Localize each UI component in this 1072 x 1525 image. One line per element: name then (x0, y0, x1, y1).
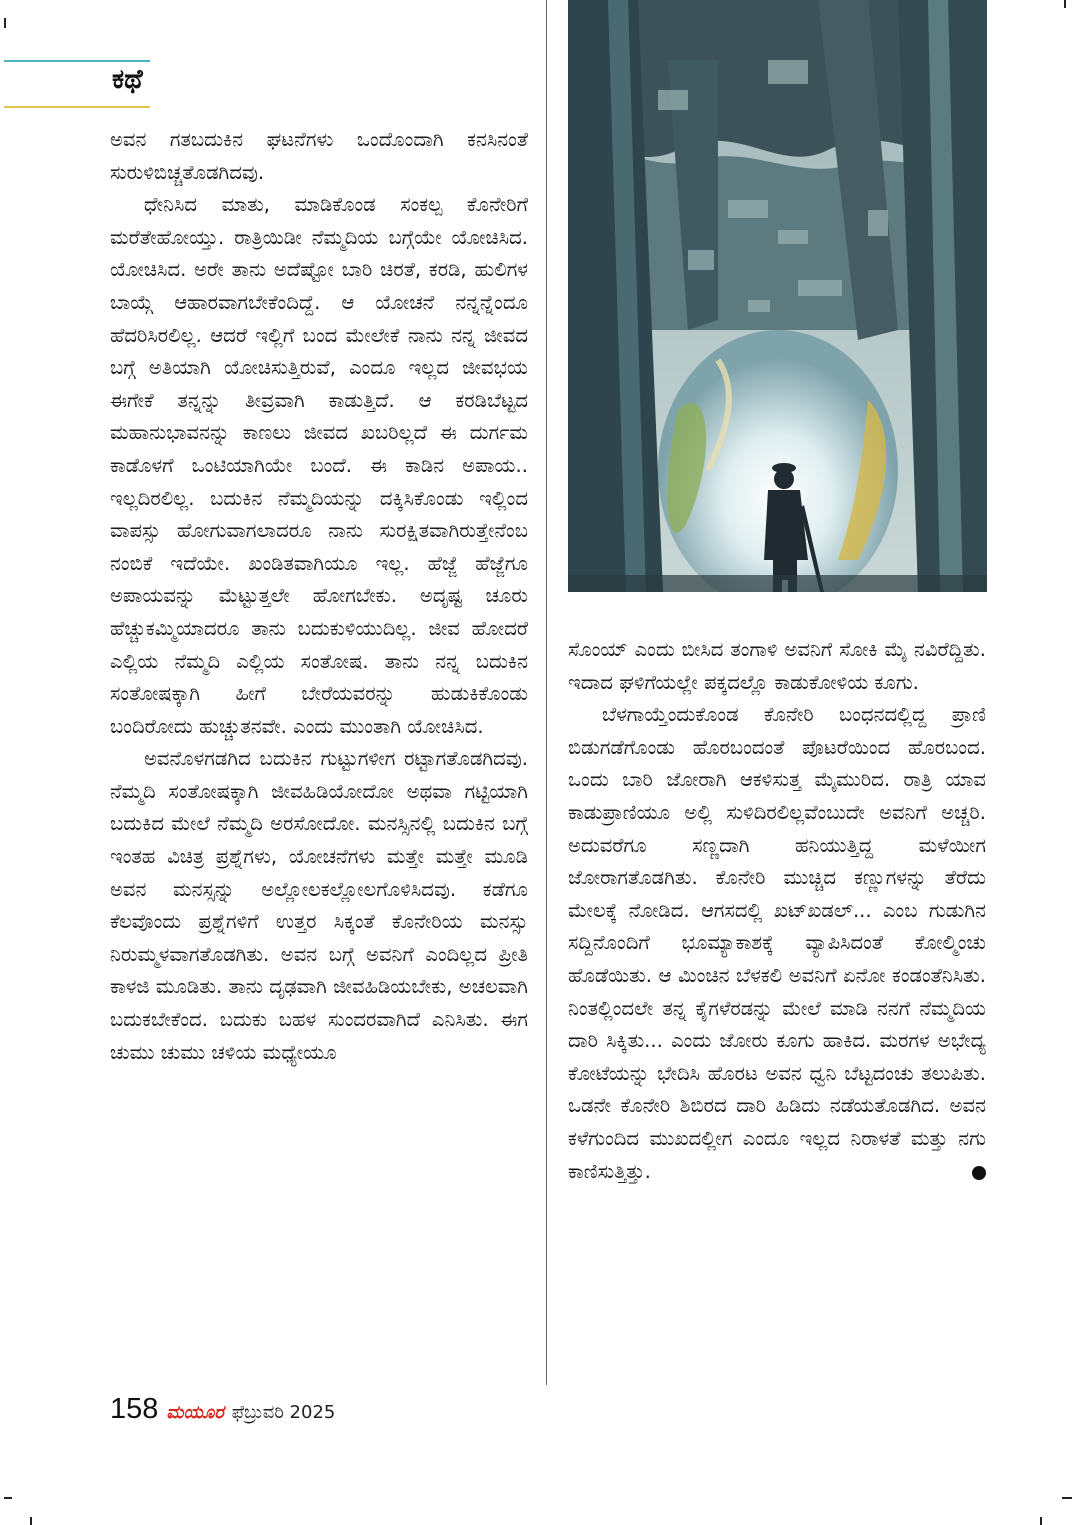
paragraph: ಅವನ ಗತಬದುಕಿನ ಘಟನೆಗಳು ಒಂದೊಂದಾಗಿ ಕನಸಿನಂತೆ ಸುರುಳಿಬಿಚ್ಚತೊಡಗಿದವು. (110, 128, 528, 184)
column-divider (546, 0, 547, 1385)
section-label: ಕಥೆ (112, 64, 143, 95)
crop-mark (1062, 1497, 1072, 1499)
left-text-column (110, 124, 528, 1389)
forest-hiker-illustration (568, 0, 987, 592)
crop-mark (4, 1497, 12, 1499)
crop-mark (1040, 1517, 1042, 1525)
crop-mark (4, 18, 6, 28)
crop-mark (30, 1517, 32, 1525)
section-rule-top (4, 60, 150, 62)
magazine-logo: ಮಯೂರ (166, 1402, 224, 1423)
right-text-column (568, 634, 986, 1379)
paragraph: ಸೊಂಯ್ ಎಂದು ಬೀಸಿದ ತಂಗಾಳಿ ಅವನಿಗೆ ಸೋಕಿ ಮೈ ನವಿರೆದ್ದಿತು. ಇದಾದ ಘಳಿಗೆಯಲ್ಲೇ ಪಕ್ಕದಲ್ಲೊ ಕಾಡುಕೋಳಿಯ ಕೂಗು. (568, 638, 986, 694)
paragraph: ಧೇನಿಸಿದ ಮಾತು, ಮಾಡಿಕೊಂಡ ಸಂಕಲ್ಪ ಕೊನೇರಿಗೆ ಮರೆತೇಹೋಯ್ತು. ರಾತ್ರಿಯಿಡೀ ನೆಮ್ಮದಿಯ ಬಗ್ಗೆಯೇ ಯೋಚಿಸಿದ. ಯೋಚಿಸಿದ. ಅರೇ ತಾನು ಅದೆಷ್ಟೋ ಬಾರಿ ಚಿರತೆ, ಕರಡಿ, ಹುಲಿಗಳ ಬಾಯ್ಗೆ ಆಹಾರವಾಗಬೇಕೆಂದಿದ್ದೆ. ಆ ಯೋಚನೆ ನನ್ನನ್ನೆಂದೂ ಹೆದರಿಸಿರಲಿಲ್ಲ. ಆದರೆ ಇಲ್ಲಿಗೆ ಬಂದ ಮೇಲೇಕೆ ನಾನು ನನ್ನ ಜೀವದ ಬಗ್ಗೆ ಅತಿಯಾಗಿ ಯೋಚಿಸುತ್ತಿರುವೆ, ಎಂದೂ ಇಲ್ಲದ ಜೀವಭಯ ಈಗೇಕೆ ತನ್ನನ್ನು ತೀವ್ರವಾಗಿ ಕಾಡುತ್ತಿದೆ. ಆ ಕರಡಿಬೆಟ್ಟದ ಮಹಾನುಭಾವನನ್ನು ಕಾಣಲು ಜೀವದ ಖಬರಿಲ್ಲದೆ ಈ ದುರ್ಗಮ ಕಾಡೊಳಗೆ ಒಂಟಿಯಾಗಿಯೇ ಬಂದೆ. ಈ ಕಾಡಿನ ಅಪಾಯ.. ಇಲ್ಲದಿರಲಿಲ್ಲ. ಬದುಕಿನ ನೆಮ್ಮದಿಯನ್ನು ದಕ್ಕಿಸಿಕೊಂಡು ಇಲ್ಲಿಂದ ವಾಪಸ್ಸು ಹೋಗುವಾಗಲಾದರೂ ನಾನು ಸುರಕ್ಷಿತವಾಗಿರುತ್ತೇನೆಂಬ ನಂಬಿಕೆ ಇದೆಯೇ. ಖಂಡಿತವಾಗಿಯೂ ಇಲ್ಲ. ಹೆಜ್ಜೆ ಹೆಜ್ಜೆಗೂ ಅಪಾಯವನ್ನು ಮೆಟ್ಟುತ್ತಲೇ ಹೋಗಬೇಕು. ಅದೃಷ್ಟ ಚೂರು ಹೆಚ್ಚುಕಮ್ಮಿಯಾದರೂ ತಾನು ಬದುಕುಳಿಯುದಿಲ್ಲ. ಜೀವ ಹೋದರೆ ಎಲ್ಲಿಯ ನೆಮ್ಮದಿ ಎಲ್ಲಿಯ ಸಂತೋಷ. ತಾನು ನನ್ನ ಬದುಕಿನ ಸಂತೋಷಕ್ಕಾಗಿ ಹೀಗೆ ಬೇರೆಯವರನ್ನು ಹುಡುಕಿಕೊಂಡು ಬಂದಿರೋದು ಹುಚ್ಚುತನವೇ. ಎಂದು ಮುಂತಾಗಿ ಯೋಚಿಸಿದ. (110, 193, 528, 738)
crop-mark (1064, 0, 1066, 8)
paragraph: ಅವನೊಳಗಡಗಿದ ಬದುಕಿನ ಗುಟ್ಟುಗಳೀಗ ರಟ್ಟಾಗತೊಡಗಿದವು. ನೆಮ್ಮದಿ ಸಂತೋಷಕ್ಕಾಗಿ ಜೀವಹಿಡಿಯೋದೋ ಅಥವಾ ಗಟ್ಟಿಯಾಗಿ ಬದುಕಿದ ಮೇಲೆ ನೆಮ್ಮದಿ ಅರಸೋದೋ. ಮನಸ್ಸಿನಲ್ಲಿ ಬದುಕಿನ ಬಗ್ಗೆ ಇಂತಹ ವಿಚಿತ್ರ ಪ್ರಶ್ನೆಗಳು, ಯೋಚನೆಗಳು ಮತ್ತೇ ಮತ್ತೇ ಮೂಡಿ ಅವನ ಮನಸ್ಸನ್ನು ಅಲ್ಲೋಲಕಲ್ಲೋಲಗೊಳಿಸಿದವು. ಕಡೆಗೂ ಕೆಲವೊಂದು ಪ್ರಶ್ನೆಗಳಿಗೆ ಉತ್ತರ ಸಿಕ್ಕಂತೆ ಕೊನೇರಿಯ ಮನಸ್ಸು ನಿರುಮ್ಮಳವಾಗತೊಡಗಿತು. ಅವನ ಬಗ್ಗೆ ಅವನಿಗೆ ಎಂದಿಲ್ಲದ ಪ್ರೀತಿ ಕಾಳಜಿ ಮೂಡಿತು. ತಾನು ದೃಢವಾಗಿ ಜೀವಹಿಡಿಯಬೇಕು, ಅಚಲವಾಗಿ ಬದುಕಬೇಕೆಂದ. ಬದುಕು ಬಹಳ ಸುಂದರವಾಗಿದೆ ಎನಿಸಿತು. ಈಗ ಚುಮು ಚುಮು ಚಳಿಯ ಮಧ್ಯೇಯೂ (110, 747, 528, 1064)
page-footer (110, 1393, 335, 1433)
paragraph-text: ಬೆಳಗಾಯ್ತೆಂದುಕೊಂಡ ಕೊನೇರಿ ಬಂಧನದಲ್ಲಿದ್ದ ಪ್ರಾಣಿ ಬಿಡುಗಡೆಗೊಂಡು ಹೊರಬಂದಂತೆ ಪೊಟರೆಯಿಂದ ಹೊರಬಂದ. ಒಂದು ಬಾರಿ ಜೋರಾಗಿ ಆಕಳಿಸುತ್ತ ಮೈಮುರಿದ. ರಾತ್ರಿ ಯಾವ ಕಾಡುಪ್ರಾಣಿಯೂ ಅಲ್ಲಿ ಸುಳಿದಿರಲಿಲ್ಲವೆಂಬುದೇ ಅವನಿಗೆ ಅಚ್ಚರಿ. ಅದುವರೆಗೂ ಸಣ್ಣದಾಗಿ ಹನಿಯುತ್ತಿದ್ದ ಮಳೆಯೀಗ ಜೋರಾಗತೊಡಗಿತು. ಕೊನೇರಿ ಮುಚ್ಚಿದ ಕಣ್ಣುಗಳನ್ನು ತೆರೆದು ಮೇಲಕ್ಕೆ ನೋಡಿದ. ಆಗಸದಲ್ಲಿ ಖಟ್‌ಖಡಲ್... ಎಂಬ ಗುಡುಗಿನ ಸದ್ದಿನೊಂದಿಗೆ ಭೂಮ್ಯಾಕಾಶಕ್ಕೆ ವ್ಯಾಪಿಸಿದಂತೆ ಕೋಲ್ಮಿಂಚು ಹೊಡೆಯಿತು. ಆ ಮಿಂಚಿನ ಬೆಳಕಲಿ ಅವನಿಗೆ ಏನೋ ಕಂಡಂತೆನಿಸಿತು. ನಿಂತಲ್ಲಿಂದಲೇ ತನ್ನ ಕೈಗಳೆರಡನ್ನು ಮೇಲೆ ಮಾಡಿ ನನಗೆ ನೆಮ್ಮದಿಯ ದಾರಿ ಸಿಕ್ಕಿತು... ಎಂದು ಜೋರು ಕೂಗು ಹಾಕಿದ. ಮರಗಳ ಅಭೇದ್ಯ ಕೋಟೆಯನ್ನು ಭೇದಿಸಿ ಹೊರಟ ಅವನ ಧ್ವನಿ ಬೆಟ್ಟದಂಚು ತಲುಪಿತು. ಒಡನೇ ಕೊನೇರಿ ಶಿಬಿರದ ದಾರಿ ಹಿಡಿದು ನಡೆಯತೊಡಗಿದ. ಅವನ ಕಳೆಗುಂದಿದ ಮುಖದಲ್ಲೀಗ ಎಂದೂ ಇಲ್ಲದ ನಿರಾಳತೆ ಮತ್ತು ನಗು ಕಾಣಿಸುತ್ತಿತ್ತು. (568, 703, 986, 1183)
paragraph (568, 699, 986, 1188)
issue-date: ಫೆಬ್ರುವರಿ 2025 (231, 1402, 336, 1423)
page-number: 158 (110, 1393, 159, 1425)
section-rule-bottom (4, 106, 150, 108)
end-mark-icon (972, 1166, 986, 1180)
